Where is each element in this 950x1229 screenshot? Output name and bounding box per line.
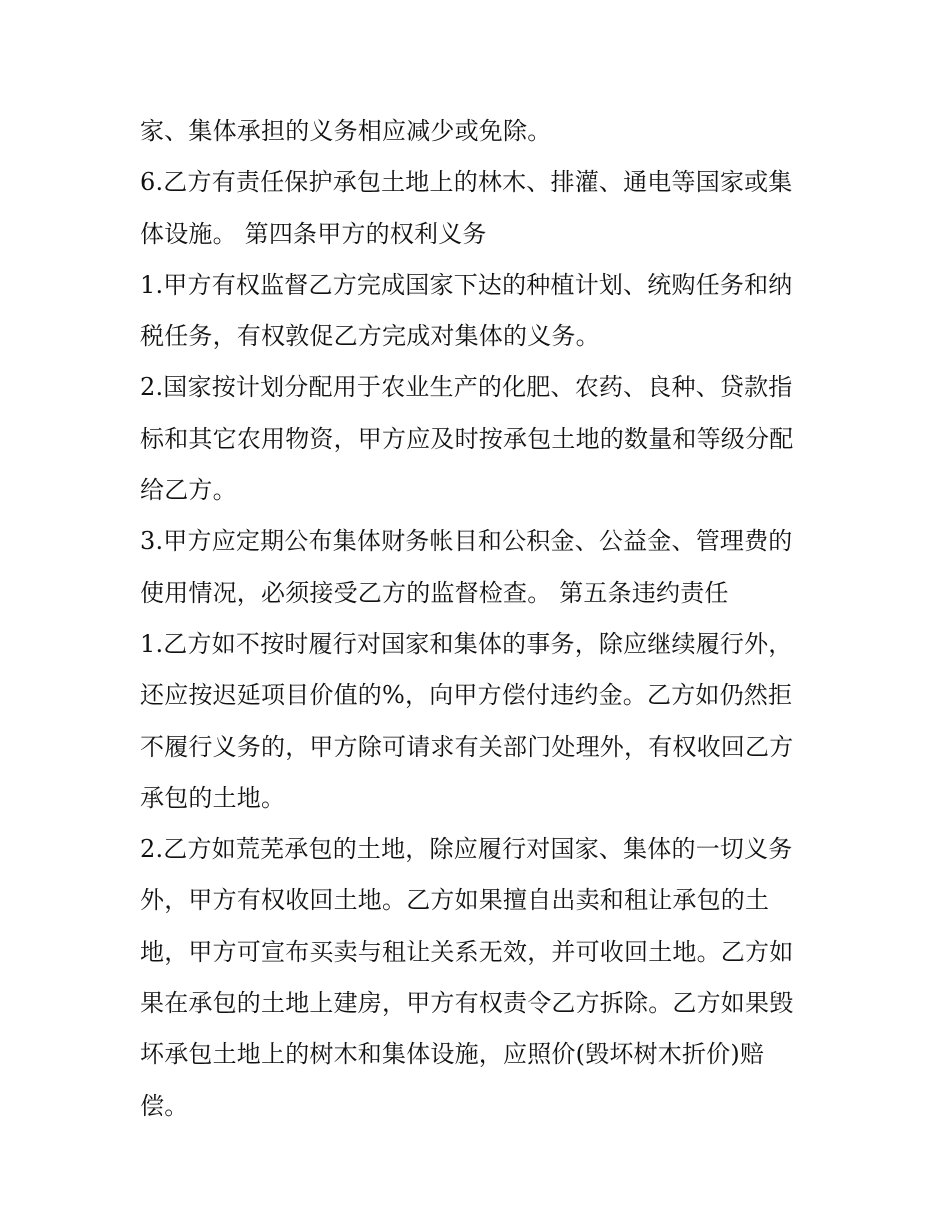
text-line: 地，甲方可宣布买卖与租让关系无效，并可收回土地。乙方如: [140, 937, 794, 966]
text-line: 标和其它农用物资，甲方应及时按承包土地的数量和等级分配: [140, 424, 794, 453]
text-line: 1.甲方有权监督乙方完成国家下达的种植计划、统购任务和纳: [140, 270, 793, 299]
text-line: 给乙方。: [140, 476, 237, 505]
text-line: 还应按迟延项目价值的%，向甲方偿付违约金。乙方如仍然拒: [140, 681, 793, 710]
text-line: 承包的土地。: [140, 783, 286, 812]
text-line: 2.国家按计划分配用于农业生产的化肥、农药、良种、贷款指: [140, 373, 793, 402]
text-line: 外，甲方有权收回土地。乙方如果擅自出卖和租让承包的土: [140, 886, 770, 915]
document-body: [140, 106, 812, 1132]
text-line: 2.乙方如荒芜承包的土地，除应履行对国家、集体的一切义务: [140, 835, 793, 864]
text-line: 家、集体承担的义务相应减少或免除。: [140, 117, 552, 145]
text-line: 1.乙方如不按时履行对国家和集体的事务，除应继续履行外，: [140, 629, 793, 658]
text-line: 6.乙方有责任保护承包土地上的林木、排灌、通电等国家或集: [140, 168, 793, 197]
text-line: 使用情况，必须接受乙方的监督检查。 第五条违约责任: [140, 578, 729, 607]
text-line: 税任务，有权敦促乙方完成对集体的义务。: [140, 322, 600, 351]
text-line: 不履行义务的，甲方除可请求有关部门处理外，有权收回乙方: [140, 732, 794, 761]
text-line: 果在承包的土地上建房，甲方有权责令乙方拆除。乙方如果毁: [140, 989, 794, 1018]
text-line: 偿。: [140, 1091, 189, 1120]
text-line: 坏承包土地上的树木和集体设施，应照价(毁坏树木折价)赔: [140, 1040, 765, 1069]
text-line: 3.甲方应定期公布集体财务帐目和公积金、公益金、管理费的: [140, 527, 793, 556]
text-line: 体设施。 第四条甲方的权利义务: [140, 219, 487, 248]
